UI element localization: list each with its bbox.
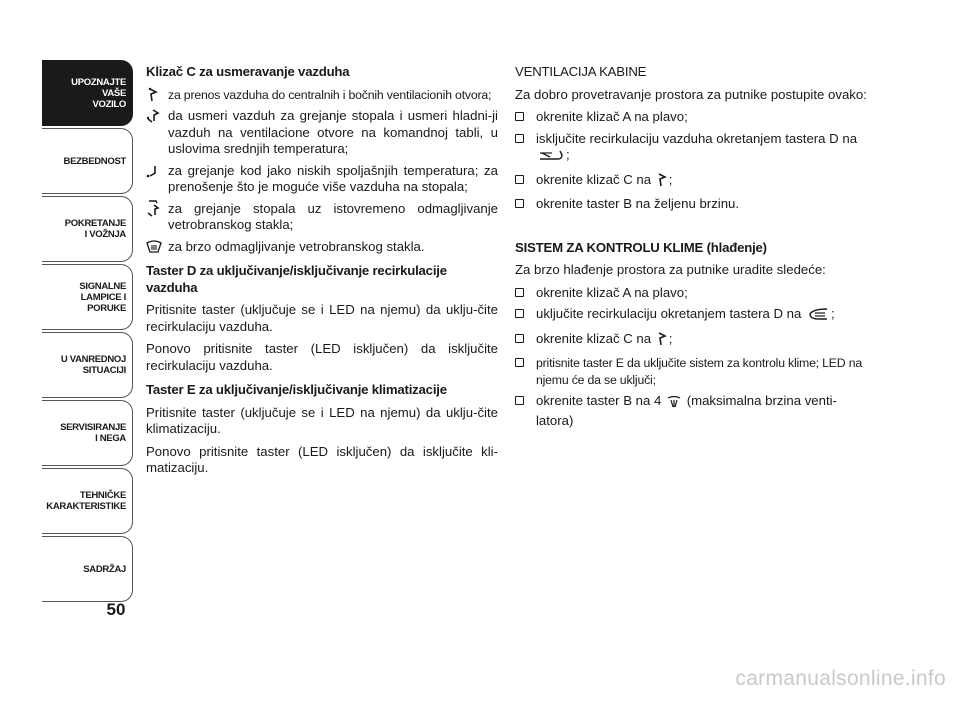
vent-feet-windshield-icon <box>146 201 168 217</box>
right-column <box>515 64 869 434</box>
paragraph-e-on: Pritisnite taster (uključuje se i LED na njemu) da uklju-čite klimatizaciju. <box>146 404 498 436</box>
recirculation-icon <box>807 307 829 326</box>
checkbox-bullet-icon <box>515 309 524 318</box>
list-item: okrenite klizač A na plavo; <box>515 109 869 126</box>
tab-sadrzaj[interactable]: SADRŽAJ <box>42 536 133 602</box>
heading-button-e: Taster E za uključivanje/isključivanje klimatizacije <box>146 382 447 397</box>
vent-face-icon <box>146 87 168 103</box>
vent-face-icon <box>657 173 667 192</box>
list-item: okrenite taster B na željenu brzinu. <box>515 196 869 213</box>
list-item: za brzo odmagljivanje vetrobranskog stakla. <box>146 239 498 256</box>
list-item: okrenite klizač C na ; <box>515 331 869 351</box>
vent-face-feet-icon <box>146 108 168 124</box>
tab-servisiranje-i-nega[interactable]: SERVISIRANJE I NEGA <box>42 400 133 466</box>
fresh-air-icon <box>538 148 564 167</box>
heading-slider-c: Klizač C za usmeravanje vazduha <box>146 64 350 79</box>
paragraph-d-off: Ponovo pritisnite taster (LED isključen) da isključite recirkulaciju vazduha. <box>146 341 498 373</box>
tab-upoznajte-vase-vozilo[interactable]: UPOZNAJTE VAŠE VOZILO <box>42 60 133 126</box>
vent-feet-icon <box>146 163 168 179</box>
paragraph-e-off: Ponovo pritisnite taster (LED isključen) da isključite kli-matizaciju. <box>146 443 498 475</box>
fan-icon <box>667 396 681 413</box>
list-item: za grejanje kod jako niskih spoljašnjih temperatura; za prenošenje što je moguće više vazduha na stopala; <box>146 163 498 196</box>
ventilation-intro: Za dobro provetravanje prostora za putnike postupite ovako: <box>515 86 867 102</box>
checkbox-bullet-icon <box>515 112 524 121</box>
tab-bezbednost[interactable]: BEZBEDNOST <box>42 128 133 194</box>
tab-u-vanrednoj-situaciji[interactable]: U VANREDNOJ SITUACIJI <box>42 332 133 398</box>
checkbox-bullet-icon <box>515 288 524 297</box>
checkbox-bullet-icon <box>515 175 524 184</box>
list-item: okrenite klizač A na plavo; <box>515 285 869 302</box>
checkbox-bullet-icon <box>515 334 524 343</box>
vent-face-icon <box>657 332 667 351</box>
list-item: okrenite klizač C na ; <box>515 172 869 192</box>
checkbox-bullet-icon <box>515 358 524 367</box>
list-item: uključite recirkulaciju okretanjem tastera D na ; <box>515 306 869 326</box>
tab-tehnicke-karakteristike[interactable]: TEHNIČKE KARAKTERISTIKE <box>42 468 133 534</box>
list-item: da usmeri vazduh za grejanje stopala i usmeri hladni-ji vazduh na ventilacione otvore na komandnoj tabli, u uslovima srednjih temperatura; <box>146 108 498 158</box>
list-item: pritisnite taster E da uključite sistem za kontrolu klime; LED na njemu će da se uključi; <box>515 355 869 388</box>
left-column <box>146 64 498 483</box>
list-item: okrenite taster B na 4 (maksimalna brzina venti-latora) <box>515 393 869 429</box>
heading-button-d: Taster D za uključivanje/isključivanje recirkulacije vazduha <box>146 263 447 295</box>
page-number: 50 <box>106 600 126 619</box>
list-item: za prenos vazduha do centralnih i bočnih ventilacionih otvora; <box>146 87 498 104</box>
tab-signalne-lampice[interactable]: SIGNALNE LAMPICE I PORUKE <box>42 264 133 330</box>
list-item: isključite recirkulaciju vazduha okretanjem tastera D na ; <box>515 131 869 167</box>
watermark: carmanualsonline.info <box>735 667 946 690</box>
paragraph-d-on: Pritisnite taster (uključuje se i LED na njemu) da uklju-čite recirkulaciju vazduha. <box>146 302 498 334</box>
windshield-defrost-icon <box>146 239 168 255</box>
checkbox-bullet-icon <box>515 199 524 208</box>
list-item: za grejanje stopala uz istovremeno odmagljivanje vetrobranskog stakla; <box>146 201 498 234</box>
checkbox-bullet-icon <box>515 396 524 405</box>
climate-intro: Za brzo hlađenje prostora za putnike uradite sledeće: <box>515 262 826 277</box>
checkbox-bullet-icon <box>515 134 524 143</box>
heading-ventilation: VENTILACIJA KABINE <box>515 64 647 79</box>
tab-pokretanje-i-voznja[interactable]: POKRETANJE I VOŽNJA <box>42 196 133 262</box>
heading-climate-control: SISTEM ZA KONTROLU KLIME (hlađenje) <box>515 239 767 255</box>
